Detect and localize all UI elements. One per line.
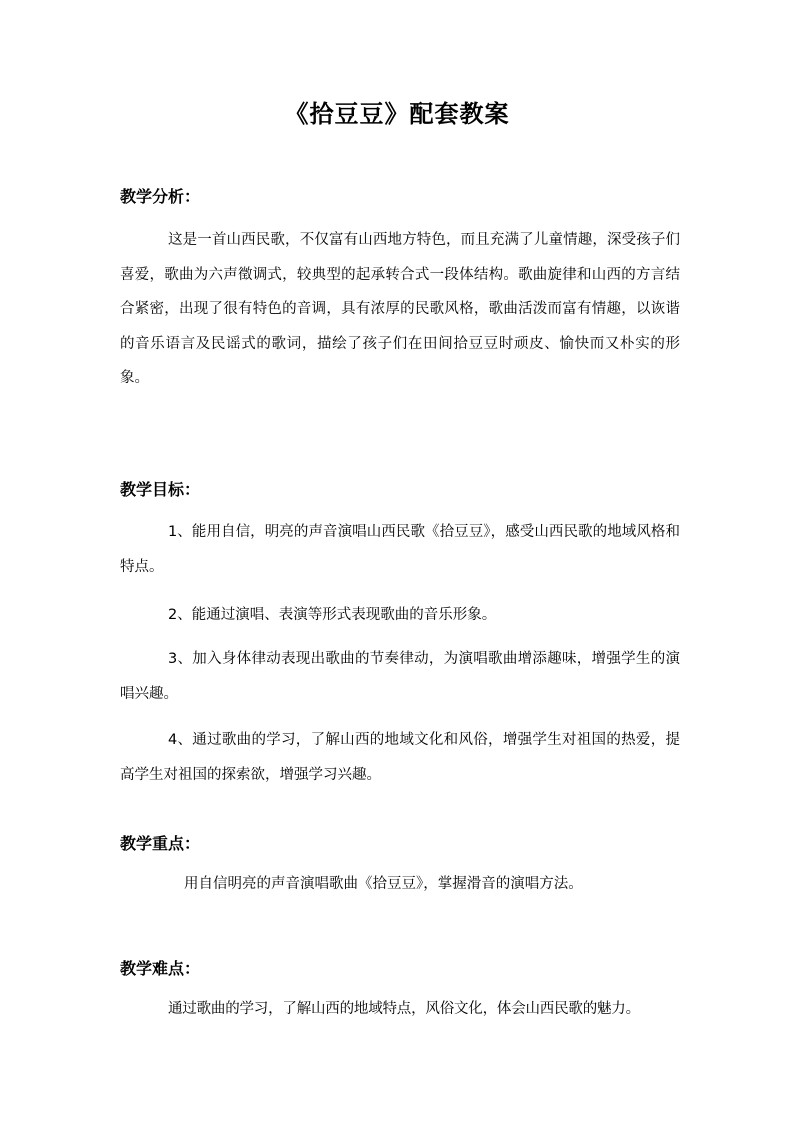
section-body-analysis: 这是一首山西民歌，不仅富有山西地方特色，而且充满了儿童情趣，深受孩子们喜爱，歌曲为六声徵调式，较典型的起承转合式一段体结构。歌曲旋律和山西的方言结合紧密，出现了很有特色的音调，具有浓厚的民歌风格，歌曲活泼而富有情趣，以诙谐的音乐语言及民谣式的歌词，描绘了孩子们在田间拾豆豆时顽皮、愉快而又朴实的形象。 <box>120 232 680 386</box>
goal-item-3: 3、加入身体律动表现出歌曲的节奏律动，为演唱歌曲增添趣味，增强学生的演唱兴趣。 <box>120 651 680 702</box>
section-heading-goals: 教学目标： <box>120 480 201 499</box>
section-heading-difficulties: 教学难点： <box>120 959 201 978</box>
goal-item-1: 1、能用自信，明亮的声音演唱山西民歌《拾豆豆》，感受山西民歌的地域风格和特点。 <box>120 524 680 575</box>
section-body-difficulties: 通过歌曲的学习，了解山西的地域特点，风俗文化，体会山西民歌的魅力。 <box>168 1001 640 1017</box>
section-heading-key-points: 教学重点： <box>120 834 201 853</box>
section-body-key-points: 用自信明亮的声音演唱歌曲《拾豆豆》，掌握滑音的演唱方法。 <box>184 876 583 892</box>
document-title: 《拾豆豆》配套教案 <box>284 100 510 128</box>
goal-item-2: 2、能通过演唱、表演等形式表现歌曲的音乐形象。 <box>168 607 497 623</box>
goal-item-4: 4、通过歌曲的学习，了解山西的地域文化和风俗，增强学生对祖国的热爱，提高学生对祖国的探索欲，增强学习兴趣。 <box>120 732 680 783</box>
section-heading-analysis: 教学分析： <box>120 187 201 206</box>
